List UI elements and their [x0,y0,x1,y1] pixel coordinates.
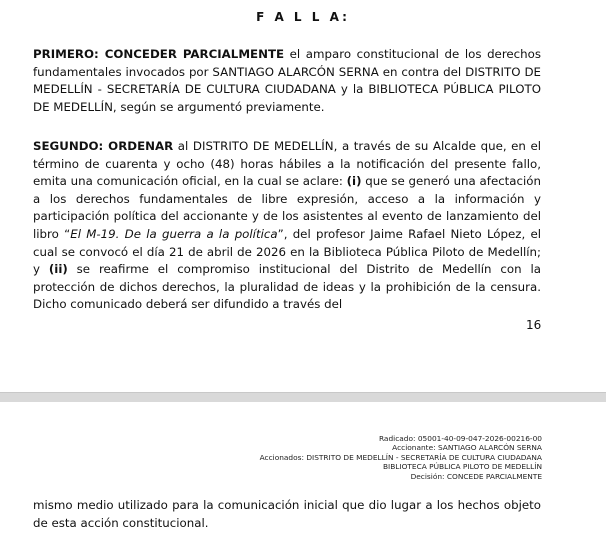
primero-lead: PRIMERO: CONCEDER PARCIALMENTE [33,47,285,61]
paragraph-segundo [33,138,541,314]
paragraph-continuation: mismo medio utilizado para la comunicación inicial que dio lugar a los hechos objeto de esta acción constitucional. [33,498,541,530]
page-number: 16 [526,318,542,332]
case-header [142,434,542,481]
header-accionante: Accionante: SANTIAGO ALARCÓN SERNA [392,443,542,453]
item-ii-marker: (ii) [48,262,68,277]
segundo-text-2: que se generó una afectación a los derechos fundamentales de libre expresión, acceso a la información y participación política del accionante y de los asistentes al evento de lanzamiento del libro “ [33,174,541,241]
primero-text: el amparo constitucional de los derechos fundamentales invocados por SANTIAGO ALARCÓN SERNA en contra del DISTRITO DE MEDELLÍN - SECRETARÍA DE CULTURA CIUDADANA y la BIBLIOTECA PÚBLICA PILOTO DE MEDELLÍN, según se argumentó previamente. [33,47,541,114]
segundo-text-4: se reafirme el compromiso institucional del Distrito de Medellín con la protección de dichos derechos, la pluralidad de ideas y la prohibición de la censura. Dicho comunicado deberá ser difundido a través del [33,262,542,312]
segundo-lead: SEGUNDO: ORDENAR [33,139,174,153]
page-break-divider [0,392,606,402]
section-title: F A L L A: [256,10,350,24]
header-accionados: Accionados: DISTRITO DE MEDELLÍN - SECRETARÍA DE CULTURA CIUDADANA [259,452,542,462]
item-i-marker: (i) [346,174,362,189]
segundo-text-3: ”, del profesor Jaime Rafael Nieto López, el cual se convocó el día 21 de abril de 2026 en la Biblioteca Pública Piloto de Medellín; y [33,226,542,277]
header-decision: Decisión: CONCEDE PARCIALMENTE [410,471,542,481]
book-title: El M-19. De la guerra a la política [70,226,278,241]
document-page-bottom [0,403,606,542]
segundo-text-1: al DISTRITO DE MEDELLÍN, a través de su Alcalde que, en el término de cuarenta y ocho (48) horas hábiles a la notificación del presente fallo, emita una comunicación oficial, en la cual se aclare: [33,139,541,189]
header-accionados-2: BIBLIOTECA PÚBLICA PILOTO DE MEDELLÍN [382,462,542,472]
header-radicado: Radicado: 05001-40-09-047-2026-00216-00 [378,434,542,443]
paragraph-primero [33,46,541,116]
